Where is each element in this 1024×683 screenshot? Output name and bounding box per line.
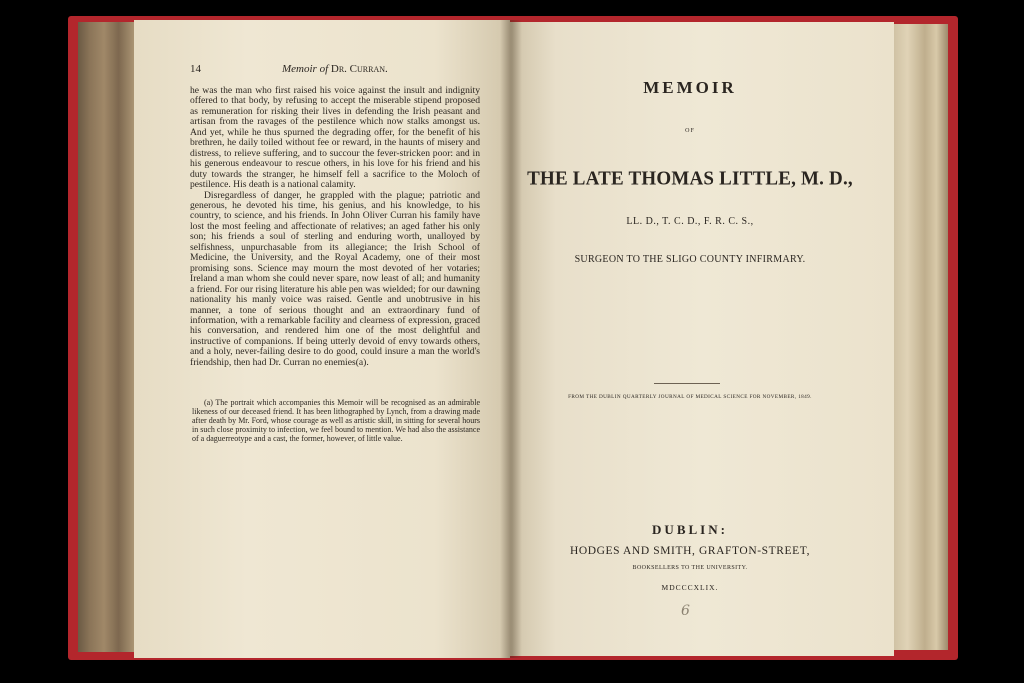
running-head-name: Dr. Curran. xyxy=(330,63,388,75)
right-page-edges xyxy=(890,24,948,650)
imprint-publisher: HODGES AND SMITH, GRAFTON-STREET, xyxy=(569,545,811,557)
running-head xyxy=(282,63,388,75)
pencil-mark: 6 xyxy=(681,603,690,619)
running-head-italic: Memoir of xyxy=(282,63,329,75)
body-text xyxy=(190,86,480,368)
title-degrees: LL. D., T. C. D., F. R. C. S., xyxy=(626,216,754,227)
title-position: SURGEON TO THE SLIGO COUNTY INFIRMARY. xyxy=(574,254,806,265)
imprint-city: DUBLIN: xyxy=(652,522,728,537)
title-source: FROM THE DUBLIN QUARTERLY JOURNAL OF MEDICAL SCIENCE FOR NOVEMBER, 1849. xyxy=(568,394,812,400)
imprint-booksellers: BOOKSELLERS TO THE UNIVERSITY. xyxy=(632,565,748,571)
book-gutter xyxy=(500,20,522,658)
footnote: (a) The portrait which accompanies this Memoir will be recognised as an admirable likeness of our deceased friend. It has been lithographed by Lynch, from a drawing made after death by Mr. Ford, whose courage as well as artistic skill, in sitting for several hours in such close proximity to infection, we feel bound to mention. We had also the assistance of a daguerreotype and a cast, the former, however, of little value. xyxy=(192,398,480,444)
paragraph-2: Disregardless of danger, he grappled with the plague; patriotic and generous, he devoted his time, his genius, and his knowledge, to his country, to science, and his friends. In John Oliver Curran his family have lost the most feeling and affectionate of relatives; an aged father his only son; his friends a soul of sterling and enduring worth, unalloyed by selfishness, unpurchasable from its allegiance; the Irish School of Medicine, the University, and the Royal Academy, one of their most promising sons. Science may mourn the most devoted of her votaries; Ireland a man whom she could never spare, now least of all; and humanity a friend. For our rising literature his able pen was wielded; for our dawning nationality his manly voice was raised. Gentle and unobtrusive in his manner, a tone of serious thought and an extraordinary fund of information, with a remarkable facility and clearness of expression, graced his conversation, and rendered him one of the most delightful and instructive of companions. If being utterly devoid of envy towards others, and a holy, never-failing desire to do good, could insure a man the world's friendship, then had Dr. Curran no enemies(a). xyxy=(190,189,480,368)
right-page xyxy=(510,22,894,656)
title-of: OF xyxy=(685,128,695,134)
divider-rule xyxy=(654,383,720,384)
title-memoir: MEMOIR xyxy=(643,78,737,97)
left-page-edges xyxy=(78,22,136,652)
page-number: 14 xyxy=(190,63,201,75)
title-name: THE LATE THOMAS LITTLE, M. D., xyxy=(527,167,853,190)
imprint-year: MDCCCXLIX. xyxy=(661,583,719,592)
paragraph-1: he was the man who first raised his voice against the insult and indignity offered to that body, by refusing to accept the miserable stipend proposed as remuneration for risking their lives in defending the Irish peasant and artisan from the ravages of the pestilence which now stalks amongst us. And yet, while he thus spurned the degrading offer, for the benefit of his brethren, he daily toiled without fee or reward, in the haunts of misery and distress, to relieve suffering, and to succour the fever-stricken poor: and in his generous endeavour to rescue others, in his love for his friend and his duty towards the stranger, he himself fell a sacrifice to the Moloch of pestilence. His death is a national calamity. xyxy=(190,85,480,191)
